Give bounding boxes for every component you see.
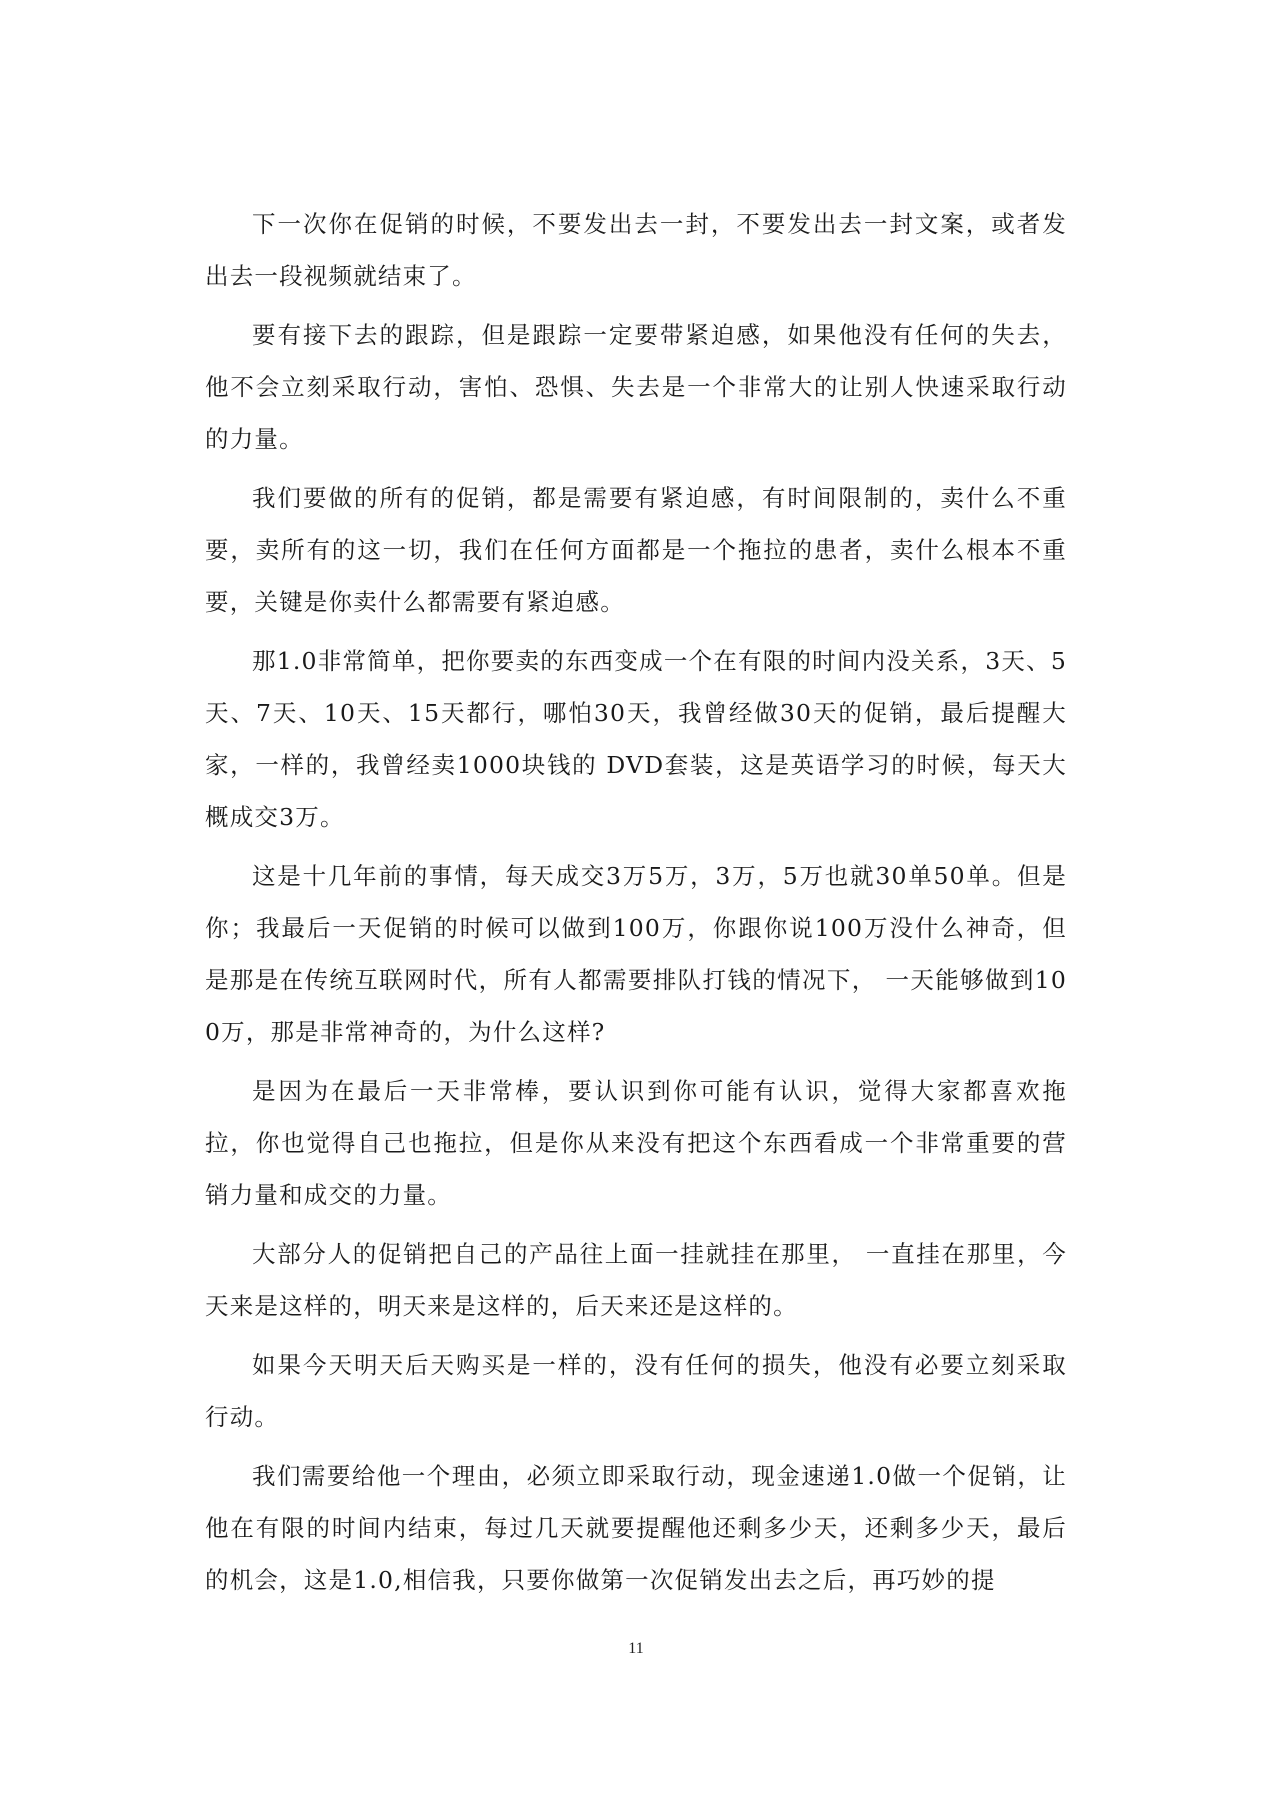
paragraph: 我们需要给他一个理由，必须立即采取行动，现金速递1.0做一个促销，让他在有限的时间内结束，每过几天就要提醒他还剩多少天，还剩多少天，最后的机会，这是1.0,相信我，只要你做第一次促销发出去之后，再巧妙的提 [205,1462,1067,1594]
paragraph: 我们要做的所有的促销，都是需要有紧迫感，有时间限制的，卖什么不重要，卖所有的这一切，我们在任何方面都是一个拖拉的患者，卖什么根本不重要，关键是你卖什么都需要有紧迫感。 [205,484,1067,616]
paragraph: 是因为在最后一天非常棒，要认识到你可能有认识，觉得大家都喜欢拖拉，你也觉得自己也拖拉，但是你从来没有把这个东西看成一个非常重要的营销力量和成交的力量。 [205,1077,1067,1209]
paragraph: 如果今天明天后天购买是一样的，没有任何的损失，他没有必要立刻采取行动。 [205,1351,1067,1431]
paragraph: 要有接下去的跟踪，但是跟踪一定要带紧迫感，如果他没有任何的失去，他不会立刻采取行动，害怕、恐惧、失去是一个非常大的让别人快速采取行动的力量。 [205,321,1067,453]
paragraph: 这是十几年前的事情，每天成交3万5万，3万，5万也就30单50单。但是你；我最后一天促销的时候可以做到100万，你跟你说100万没什么神奇，但是那是在传统互联网时代，所有人都需要排队打钱的情况下， 一天能够做到100万，那是非常神奇的，为什么这样? [205,862,1067,1046]
body-text [205,198,1067,1613]
page-number: 11 [628,1640,644,1657]
paragraph: 那1.0非常简单，把你要卖的东西变成一个在有限的时间内没关系，3天、5天、7天、10天、15天都行，哪怕30天，我曾经做30天的促销，最后提醒大家，一样的，我曾经卖1000块钱的 DVD套装，这是英语学习的时候，每天大概成交3万。 [205,647,1067,831]
paragraph: 大部分人的促销把自己的产品往上面一挂就挂在那里， 一直挂在那里，今天来是这样的，明天来是这样的，后天来还是这样的。 [205,1240,1067,1320]
paragraph: 下一次你在促销的时候，不要发出去一封，不要发出去一封文案，或者发出去一段视频就结束了。 [205,210,1067,290]
